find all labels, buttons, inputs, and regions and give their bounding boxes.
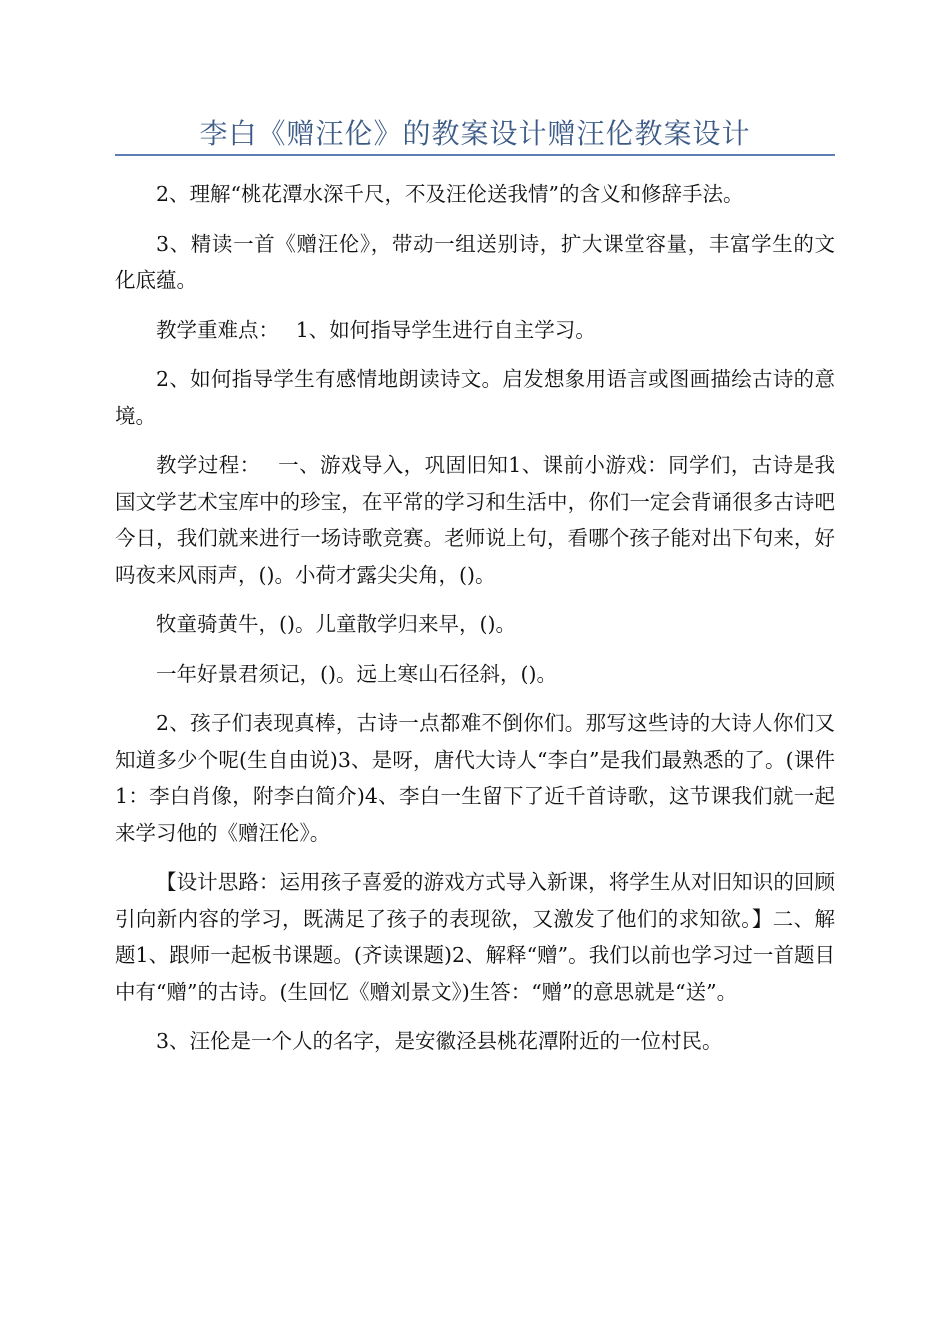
document-title: 李白《赠汪伦》的教案设计赠汪伦教案设计 <box>199 117 751 150</box>
paragraph-key-points-2: 2、如何指导学生有感情地朗读诗文。启发想象用语言或图画描绘古诗的意境。 <box>115 367 835 428</box>
paragraph-objective-3: 3、精读一首《赠汪伦》，带动一组送别诗，扩大课堂容量，丰富学生的文化底蕴。 <box>115 231 835 292</box>
title-underline <box>115 154 835 156</box>
paragraph-li-bai-intro: 2、孩子们表现真棒，古诗一点都难不倒你们。那写这些诗的大诗人你们又知道多少个呢(生自由说)3、是呀，唐代大诗人“李白”是我们最熟悉的了。(课件1：李白肖像，附李白简介)4、李白一生留下了近千首诗歌，这节课我们就一起来学习他的《赠汪伦》。 <box>115 711 835 845</box>
paragraph-poem-quiz-1: 牧童骑黄牛，()。儿童散学归来早，()。 <box>156 612 516 636</box>
paragraph-key-points: 教学重难点： 1、如何指导学生进行自主学习。 <box>156 317 596 342</box>
paragraph-wang-lun: 3、汪伦是一个人的名字，是安徽泾县桃花潭附近的一位村民。 <box>156 1029 723 1053</box>
paragraph-teaching-process: 教学过程： 一、游戏导入，巩固旧知1、课前小游戏：同学们，古诗是我国文学艺术宝库中的珍宝，在平常的学习和生活中，你们一定会背诵很多古诗吧今日，我们就来进行一场诗歌竞赛。老师说上句，看哪个孩子能对出下句来，好吗夜来风雨声，()。小荷才露尖尖角，()。 <box>115 453 835 587</box>
paragraph-design-idea: 【设计思路：运用孩子喜爱的游戏方式导入新课，将学生从对旧知识的回顾引向新内容的学习，既满足了孩子的表现欲，又激发了他们的求知欲。】二、解题1、跟师一起板书课题。(齐读课题)2、解释“赠”。我们以前也学习过一首题目中有“赠”的古诗。(生回忆《赠刘景文》)生答：“赠”的意思就是“送”。 <box>115 870 835 1004</box>
paragraph-objective-2: 2、理解“桃花潭水深千尺，不及汪伦送我情”的含义和修辞手法。 <box>156 182 744 206</box>
document-body <box>115 176 835 1073</box>
paragraph-poem-quiz-2: 一年好景君须记，()。远上寒山石径斜，()。 <box>156 661 557 686</box>
